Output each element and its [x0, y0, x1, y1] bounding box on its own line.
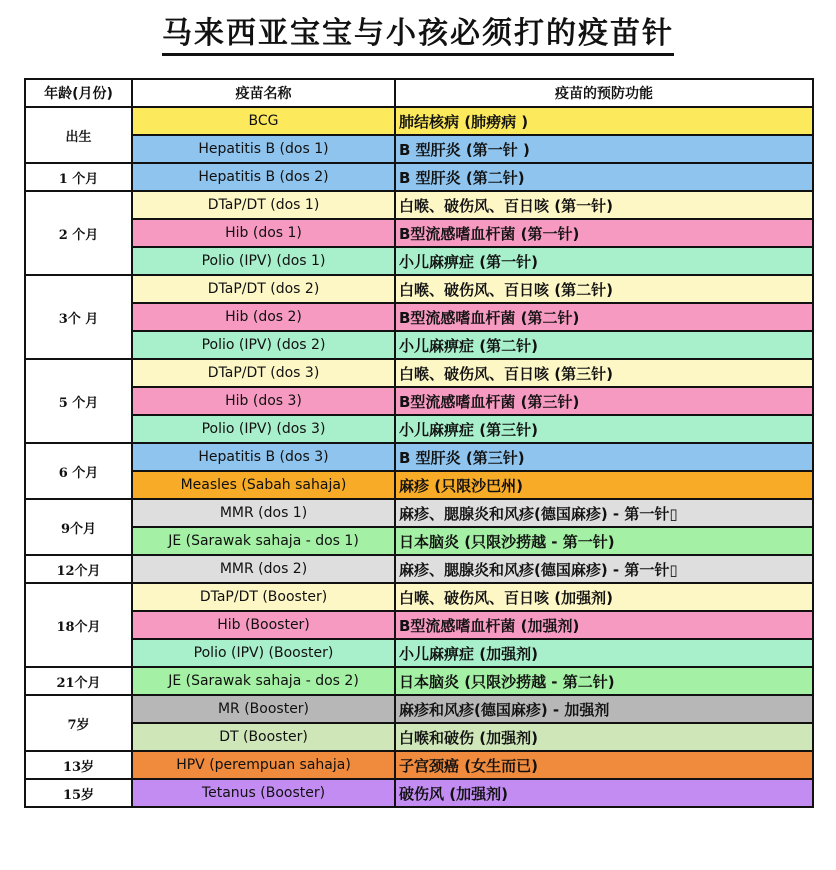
table-row: [25, 191, 813, 219]
vaccine-function-cell: 日本脑炎 (只限沙捞越 - 第一针): [395, 527, 813, 555]
age-cell: 21个月: [25, 667, 132, 695]
table-row: [25, 415, 813, 443]
table-row: [25, 751, 813, 779]
vaccine-function-cell: 小儿麻痹症 (第二针): [395, 331, 813, 359]
vaccine-name-cell: JE (Sarawak sahaja - dos 1): [132, 527, 395, 555]
vaccine-function-cell: 白喉、破伤风、百日咳 (第一针): [395, 191, 813, 219]
vaccine-function-cell: B 型肝炎 (第三针): [395, 443, 813, 471]
age-cell: 12个月: [25, 555, 132, 583]
vaccine-function-cell: B型流感嗜血杆菌 (第三针): [395, 387, 813, 415]
vaccine-name-cell: BCG: [132, 107, 395, 135]
vaccine-function-cell: 麻疹 (只限沙巴州): [395, 471, 813, 499]
vaccine-schedule-table: [24, 78, 814, 808]
vaccine-function-cell: 麻疹、腮腺炎和风疹(德国麻疹) - 第一针▯: [395, 555, 813, 583]
age-cell: 2 个月: [25, 191, 132, 275]
vaccine-function-cell: 白喉、破伤风、百日咳 (第二针): [395, 275, 813, 303]
table-row: [25, 219, 813, 247]
vaccine-function-cell: 白喉、破伤风、百日咳 (第三针): [395, 359, 813, 387]
table-row: [25, 667, 813, 695]
table-row: [25, 387, 813, 415]
vaccine-function-cell: 小儿麻痹症 (第三针): [395, 415, 813, 443]
vaccine-name-cell: Polio (IPV) (dos 3): [132, 415, 395, 443]
table-row: [25, 723, 813, 751]
age-cell: 13岁: [25, 751, 132, 779]
vaccine-name-cell: Hib (dos 3): [132, 387, 395, 415]
age-cell: 出生: [25, 107, 132, 163]
vaccine-name-cell: Hib (dos 2): [132, 303, 395, 331]
table-row: [25, 695, 813, 723]
vaccine-function-cell: 日本脑炎 (只限沙捞越 - 第二针): [395, 667, 813, 695]
vaccine-function-cell: 子宫颈癌 (女生而已): [395, 751, 813, 779]
vaccine-function-cell: 小儿麻痹症 (加强剂): [395, 639, 813, 667]
vaccine-function-cell: B 型肝炎 (第一针 ): [395, 135, 813, 163]
vaccine-name-cell: MMR (dos 1): [132, 499, 395, 527]
vaccine-function-cell: 破伤风 (加强剂): [395, 779, 813, 807]
vaccine-name-cell: Hib (dos 1): [132, 219, 395, 247]
age-cell: 15岁: [25, 779, 132, 807]
table-row: [25, 499, 813, 527]
vaccine-name-cell: Tetanus (Booster): [132, 779, 395, 807]
vaccine-name-cell: Polio (IPV) (dos 1): [132, 247, 395, 275]
vaccine-function-cell: 麻疹、腮腺炎和风疹(德国麻疹) - 第一针▯: [395, 499, 813, 527]
table-header-row: [25, 79, 813, 107]
table-row: [25, 779, 813, 807]
vaccine-function-cell: 肺结核病 (肺痨病 ): [395, 107, 813, 135]
header-function: 疫苗的预防功能: [395, 79, 813, 107]
vaccine-function-cell: B 型肝炎 (第二针): [395, 163, 813, 191]
table-row: [25, 331, 813, 359]
age-cell: 9个月: [25, 499, 132, 555]
vaccine-name-cell: Measles (Sabah sahaja): [132, 471, 395, 499]
vaccine-name-cell: DTaP/DT (dos 2): [132, 275, 395, 303]
age-cell: 6 个月: [25, 443, 132, 499]
age-cell: 18个月: [25, 583, 132, 667]
vaccine-function-cell: 麻疹和风疹(德国麻疹) - 加强剂: [395, 695, 813, 723]
vaccine-name-cell: DTaP/DT (dos 3): [132, 359, 395, 387]
vaccine-name-cell: HPV (perempuan sahaja): [132, 751, 395, 779]
vaccine-function-cell: 小儿麻痹症 (第一针): [395, 247, 813, 275]
header-age: 年龄(月份): [25, 79, 132, 107]
vaccine-function-cell: B型流感嗜血杆菌 (第一针): [395, 219, 813, 247]
table-row: [25, 107, 813, 135]
table-row: [25, 275, 813, 303]
table-row: [25, 359, 813, 387]
age-cell: 1 个月: [25, 163, 132, 191]
table-row: [25, 247, 813, 275]
vaccine-function-cell: B型流感嗜血杆菌 (加强剂): [395, 611, 813, 639]
vaccine-name-cell: Polio (IPV) (dos 2): [132, 331, 395, 359]
vaccine-name-cell: JE (Sarawak sahaja - dos 2): [132, 667, 395, 695]
table-row: [25, 135, 813, 163]
table-row: [25, 611, 813, 639]
age-cell: 7岁: [25, 695, 132, 751]
vaccine-name-cell: Hepatitis B (dos 1): [132, 135, 395, 163]
vaccine-name-cell: Hepatitis B (dos 2): [132, 163, 395, 191]
vaccine-name-cell: Polio (IPV) (Booster): [132, 639, 395, 667]
table-row: [25, 583, 813, 611]
table-row: [25, 527, 813, 555]
age-cell: 5 个月: [25, 359, 132, 443]
vaccine-name-cell: DTaP/DT (Booster): [132, 583, 395, 611]
vaccine-name-cell: DTaP/DT (dos 1): [132, 191, 395, 219]
vaccine-function-cell: 白喉、破伤风、百日咳 (加强剂): [395, 583, 813, 611]
vaccine-name-cell: Hib (Booster): [132, 611, 395, 639]
vaccine-name-cell: MR (Booster): [132, 695, 395, 723]
table-row: [25, 639, 813, 667]
table-row: [25, 303, 813, 331]
vaccine-name-cell: MMR (dos 2): [132, 555, 395, 583]
page-title: 马来西亚宝宝与小孩必须打的疫苗针: [0, 8, 836, 52]
table-row: [25, 443, 813, 471]
header-vaccine: 疫苗名称: [132, 79, 395, 107]
table-row: [25, 471, 813, 499]
vaccine-function-cell: B型流感嗜血杆菌 (第二针): [395, 303, 813, 331]
vaccine-name-cell: DT (Booster): [132, 723, 395, 751]
table-row: [25, 555, 813, 583]
vaccine-function-cell: 白喉和破伤 (加强剂): [395, 723, 813, 751]
vaccine-name-cell: Hepatitis B (dos 3): [132, 443, 395, 471]
age-cell: 3个 月: [25, 275, 132, 359]
table-row: [25, 163, 813, 191]
table-body: [25, 107, 813, 807]
